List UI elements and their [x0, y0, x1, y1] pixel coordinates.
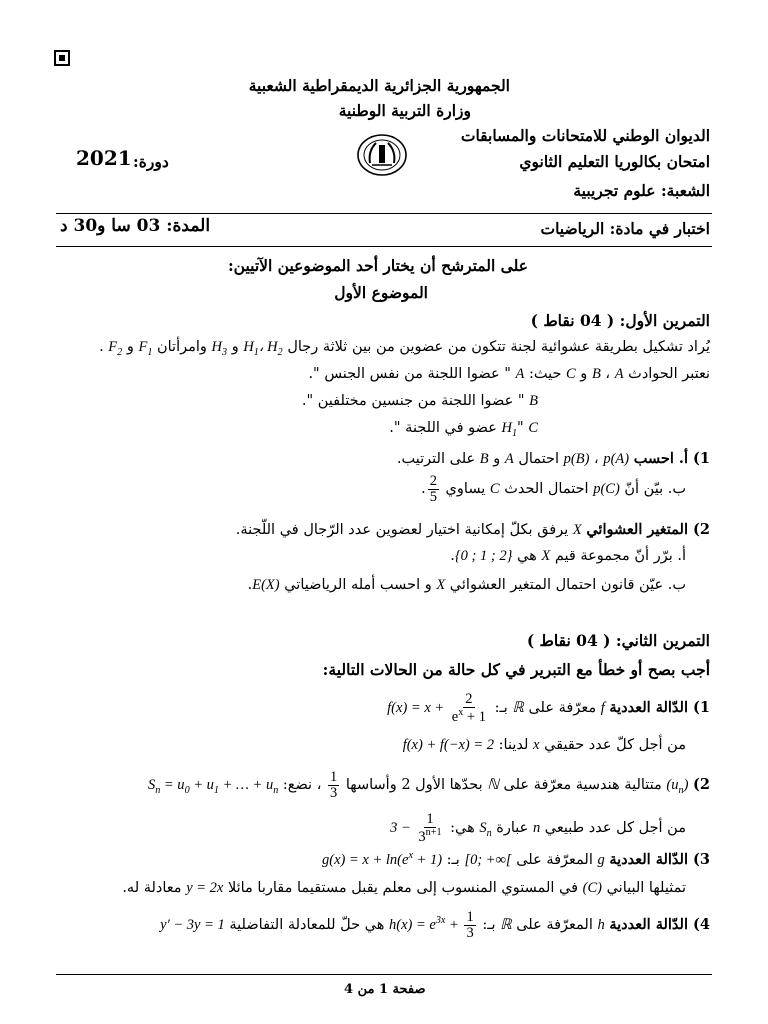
- footer-divider: [56, 974, 712, 975]
- page-number: صفحة 1 من 4: [344, 982, 426, 997]
- statement-3-line2: تمثيلها البياني (C) في المستوي المنسوب إلى معلم يقبل مستقيما مقاربا مائلا y = 2x معادلة له.: [122, 880, 686, 896]
- header-divider: [56, 213, 712, 214]
- exercise1-title: التمرين الأول: ( 04 نقاط ): [530, 311, 710, 330]
- statement-4: 4) الدّالة العددية h المعرّفة على ℝ بـ: $h(x) = e^{3x}$ + $\frac{1}{3}$ هي حلّ للمعادلة التفاضلية y′ − 3y = 1: [160, 909, 710, 942]
- ministry-title: وزارة التربية الوطنية: [338, 101, 471, 120]
- session-label: دورة:: [133, 152, 169, 171]
- statement-1: 1) الدّالة العددية f معرّفة على ℝ بـ: f(x) = x + $\frac{2}{e^x + 1}$: [387, 691, 710, 726]
- session-year: 2021: [76, 146, 132, 170]
- statement-3: 3) الدّالة العددية g المعرّفة على [0; +∞[ بـ: $g(x) = x + \ln(e^x + 1)$: [322, 850, 710, 868]
- choose-instruction: على المترشح أن يختار أحد الموضوعين الآتيين:: [227, 256, 528, 275]
- subject-label: اختبار في مادة: الرياضيات: [540, 219, 710, 238]
- question-1a: 1) أ. احسب p(A) ، p(B) احتمال A و B على الترتيب.: [396, 450, 710, 467]
- duration-label: المدة:: [166, 216, 211, 236]
- office-title: الديوان الوطني للامتحانات والمسابقات: [460, 126, 710, 145]
- duration: [60, 216, 210, 236]
- corner-square-icon: [54, 50, 70, 66]
- event-b-line: B " عضوا اللجنة من جنسين مختلفين ".: [301, 393, 538, 409]
- statement-2-line2: من أجل كل عدد طبيعي n عبارة $S_n$ هي: 3 − $\frac{1}{3^{n+1}}$: [390, 811, 686, 846]
- exercise2-intro: أجب بصح أو خطأ مع التبرير في كل حالة من الحالات التالية:: [322, 660, 710, 679]
- republic-title: الجمهورية الجزائرية الديمقراطية الشعبية: [248, 76, 510, 95]
- exercise1-intro-line: يُراد تشكيل بطريقة عشوائية لجنة تتكون من عضوين من بين ثلاثة رجال $H_1،$ $H_2$ و $H_3$ وامرأتان $F_1$ و $F_2$ .: [99, 339, 710, 358]
- statement-1-line2: من أجل كلّ عدد حقيقي x لدينا: f(x) + f(−x) = 2: [402, 737, 686, 753]
- ministry-emblem-icon: [356, 133, 408, 177]
- topic-title: الموضوع الأول: [334, 283, 428, 302]
- exam-title: امتحان بكالوريا التعليم الثانوي: [519, 152, 710, 171]
- question-2: 2) المتغير العشوائي X يرفق بكلّ إمكانية اختيار لعضوين عدد الرّجال في اللّجنة.: [235, 521, 710, 538]
- branch-label: الشعبة: علوم تجريبية: [573, 181, 710, 200]
- statement-2: 2) $(u_n)$ متتالية هندسية معرّفة على ℕ بحدّها الأول 2 وأساسها $\frac{1}{3}$ ، نضع: $S_n = u_0 + u_1$ + … + $u_n$: [147, 769, 710, 802]
- duration-value: 03 سا و30 د: [60, 216, 161, 236]
- exercise2-title: التمرين الثاني: ( 04 نقاط ): [526, 631, 710, 650]
- question-2b: ب. عيّن قانون احتمال المتغير العشوائي X و احسب أمله الرياضياتي E(X).: [247, 577, 686, 593]
- question-2a: أ. برّر أنّ مجموعة قيم X هي {0 ; 1 ; 2}.: [450, 548, 686, 564]
- subject-divider: [56, 246, 712, 247]
- exercise1-events-line: نعتبر الحوادث A ، B و C حيث: A " عضوا اللجنة من نفس الجنس ".: [308, 366, 710, 382]
- event-c-line: C "$H_1$ عضو في اللجنة ".: [389, 420, 538, 439]
- question-1b: ب. بيّن أنّ p(C) احتمال الحدث C يساوي $\frac{2}{5}$ .: [421, 473, 686, 506]
